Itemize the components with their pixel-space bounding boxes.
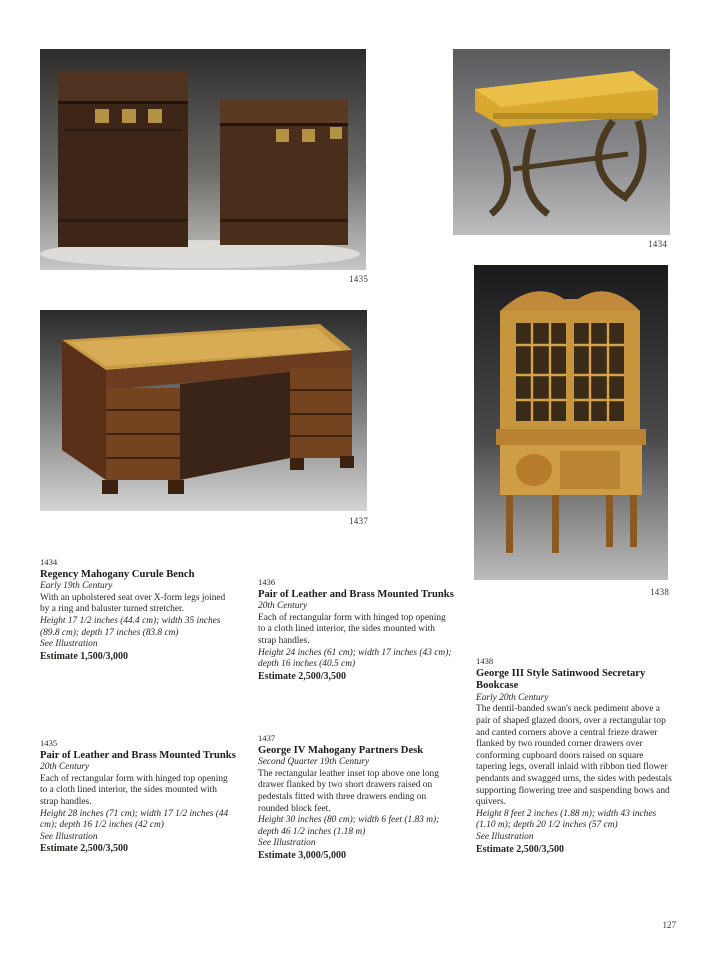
lot-illustration-note: See Illustration <box>40 639 98 650</box>
lot-estimate: Estimate 2,500/3,500 <box>40 843 129 855</box>
lot-dimensions: Height 24 inches (61 cm); width 17 inches (43 cm); depth 16 inches (40.5 cm) <box>258 647 452 670</box>
lot-dimensions: Height 17 1/2 inches (44.4 cm); width 35 inches (89.8 cm); depth 17 inches (83.8 cm) <box>40 615 221 638</box>
photo-leather-trunks <box>40 49 366 270</box>
lot-title: George III Style Satinwood Secretary Bookcase <box>476 667 646 692</box>
lot-1436 <box>258 577 454 682</box>
lot-illustration-note: See Illustration <box>258 838 316 849</box>
lot-title: George IV Mahogany Partners Desk <box>258 744 424 756</box>
lot-number: 1434 <box>40 557 58 567</box>
photo-label-bench: 1434 <box>648 239 668 249</box>
lot-description: With an upholstered seat over X-form legs joined by a ring and baluster turned stretcher. <box>40 592 226 615</box>
lot-number: 1437 <box>258 733 276 743</box>
lot-title: Regency Mahogany Curule Bench <box>40 568 195 580</box>
lot-description: Each of rectangular form with hinged top opening to a cloth lined interior, the sides mounted with strap handles. <box>258 612 446 646</box>
lot-1437 <box>258 733 454 862</box>
lot-1438 <box>476 656 676 855</box>
lot-estimate: Estimate 1,500/3,000 <box>40 650 129 662</box>
lot-description: The dentil-banded swan's neck pediment above a pair of shaped glazed doors, over a rectangular top and canted corners above a central frieze drawer flanked by two rounded corner drawers over conforming cupboard doors raised on square tapering legs, overall inlaid with ribbon tied flower pendants and swagged urns, the sides with pedestals supporting flowering tree and suspending bows and quivers. <box>476 704 672 808</box>
lot-title: Pair of Leather and Brass Mounted Trunks <box>40 749 236 761</box>
lot-estimate: Estimate 3,000/5,000 <box>258 849 347 861</box>
lot-dimensions: Height 30 inches (80 cm); width 6 feet (1.83 m); depth 46 1/2 inches (1.18 m) <box>258 815 440 837</box>
lot-number: 1438 <box>476 656 494 666</box>
lot-date: Second Quarter 19th Century <box>258 757 370 768</box>
lot-number: 1435 <box>40 738 58 748</box>
lot-date: 20th Century <box>40 762 90 773</box>
lot-estimate: Estimate 2,500/3,500 <box>476 843 565 855</box>
lot-number: 1436 <box>258 577 276 587</box>
lot-illustration-note: See Illustration <box>476 831 534 842</box>
lot-illustration-note: See Illustration <box>40 831 98 842</box>
lot-dimensions: Height 8 feet 2 inches (1.88 m); width 43 inches (1.10 m); depth 20 1/2 inches (57 cm) <box>476 808 657 831</box>
photo-label-bookcase: 1438 <box>650 587 670 597</box>
lot-1434 <box>40 557 236 662</box>
photo-curule-bench <box>453 49 670 235</box>
lot-date: Early 20th Century <box>476 692 549 703</box>
lot-1435 <box>40 738 236 855</box>
page-number: 127 <box>662 920 676 930</box>
photo-label-desk: 1437 <box>349 516 369 526</box>
lot-estimate: Estimate 2,500/3,500 <box>258 670 347 682</box>
lot-title: Pair of Leather and Brass Mounted Trunks <box>258 588 454 600</box>
lot-description: Each of rectangular form with hinged top opening to a cloth lined interior, the sides mounted with strap handles. <box>40 773 228 807</box>
photo-partners-desk <box>40 310 367 511</box>
lot-date: 20th Century <box>258 601 308 612</box>
lot-date: Early 19th Century <box>40 581 113 592</box>
lot-description: The rectangular leather inset top above one long drawer flanked by two short drawers raised on pedestals fitted with three drawers ending on rounded block feet. <box>258 768 439 814</box>
photo-secretary-bookcase <box>474 265 668 580</box>
lot-dimensions: Height 28 inches (71 cm); width 17 1/2 inches (44 cm); depth 16 1/2 inches (42 cm) <box>40 808 229 831</box>
photo-label-trunks: 1435 <box>349 274 369 284</box>
